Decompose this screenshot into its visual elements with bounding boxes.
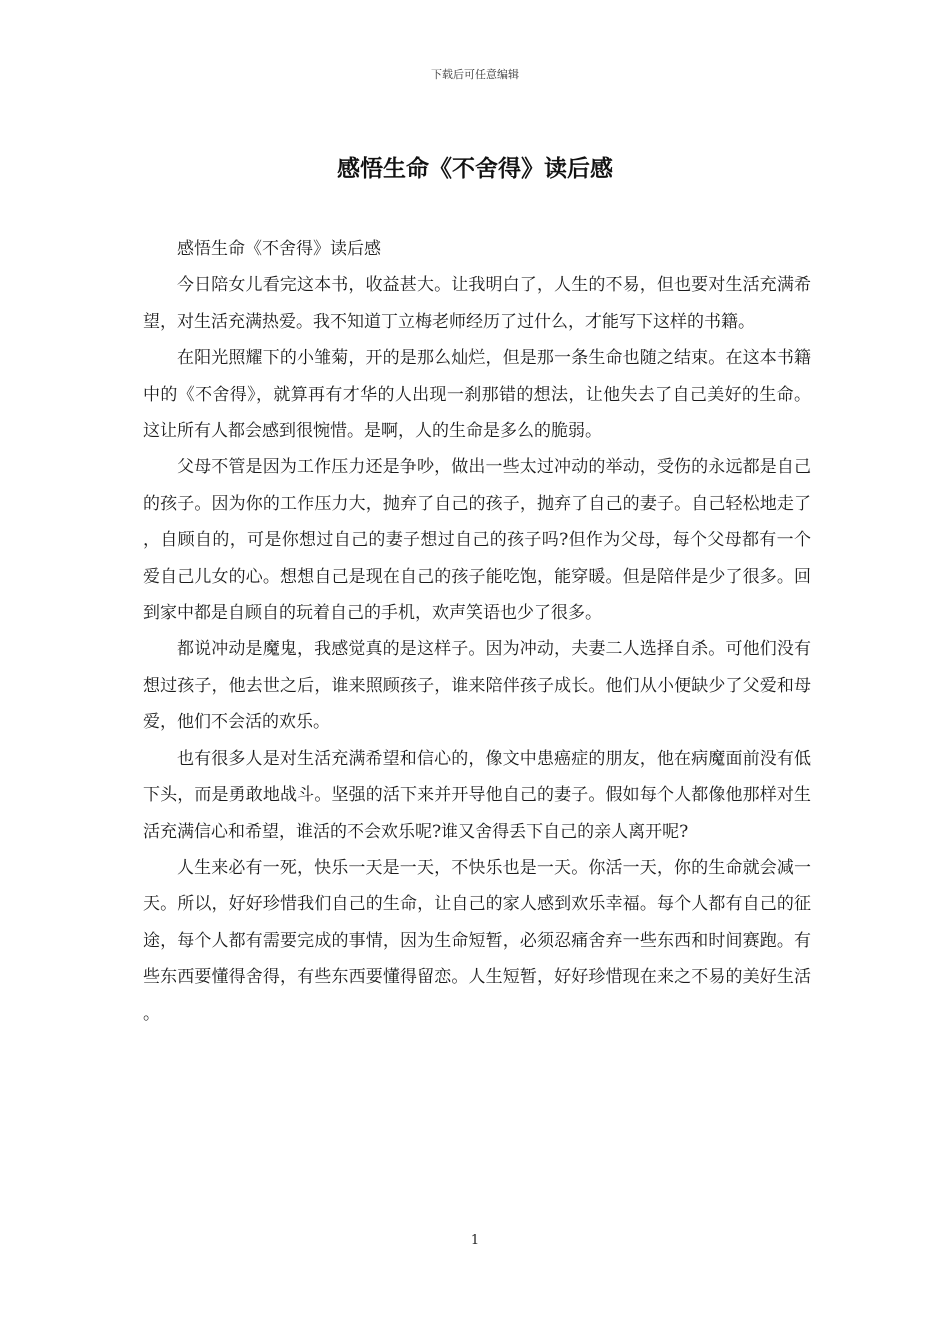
page-number: 1	[470, 1233, 480, 1248]
paragraph: 也有很多人是对生活充满希望和信心的，像文中患癌症的朋友，他在病魔面前没有低下头，而是勇敢地战斗。坚强的活下来并开导他自己的妻子。假如每个人都像他那样对生活充满信心和希望，谁活的不会欢乐呢?谁又舍得丢下自己的亲人离开呢?	[143, 748, 811, 842]
paragraph: 父母不管是因为工作压力还是争吵，做出一些太过冲动的举动，受伤的永远都是自己的孩子。因为你的工作压力大，抛弃了自己的孩子，抛弃了自己的妻子。自己轻松地走了，自顾自的，可是你想过自己的妻子想过自己的孩子吗?但作为父母，每个父母都有一个爱自己儿女的心。想想自己是现在自己的孩子能吃饱，能穿暖。但是陪伴是少了很多。回到家中都是自顾自的玩着自己的手机，欢声笑语也少了很多。	[143, 457, 811, 624]
paragraph: 都说冲动是魔鬼，我感觉真的是这样子。因为冲动，夫妻二人选择自杀。可他们没有想过孩子，他去世之后，谁来照顾孩子，谁来陪伴孩子成长。他们从小便缺少了父爱和母爱，他们不会活的欢乐。	[143, 639, 811, 733]
document-body	[143, 231, 811, 1032]
paragraph-subtitle: 感悟生命《不舍得》读后感	[177, 239, 381, 259]
paragraph: 在阳光照耀下的小雏菊，开的是那么灿烂，但是那一条生命也随之结束。在这本书籍中的《不舍得》，就算再有才华的人出现一刹那错的想法，让他失去了自己美好的生命。这让所有人都会感到很惋惜。是啊，人的生命是多么的脆弱。	[143, 348, 811, 442]
paragraph: 人生来必有一死，快乐一天是一天，不快乐也是一天。你活一天，你的生命就会减一天。所以，好好珍惜我们自己的生命，让自己的家人感到欢乐幸福。每个人都有自己的征途，每个人都有需要完成的事情，因为生命短暂，必须忍痛舍弃一些东西和时间赛跑。有些东西要懂得舍得，有些东西要懂得留恋。人生短暂，好好珍惜现在来之不易的美好生活。	[143, 857, 811, 1024]
header-note: 下载后可任意编辑	[431, 68, 519, 81]
document-title: 感悟生命《不舍得》读后感	[337, 155, 613, 182]
paragraph: 今日陪女儿看完这本书，收益甚大。让我明白了，人生的不易，但也要对生活充满希望，对生活充满热爱。我不知道丁立梅老师经历了过什么，才能写下这样的书籍。	[143, 275, 811, 332]
